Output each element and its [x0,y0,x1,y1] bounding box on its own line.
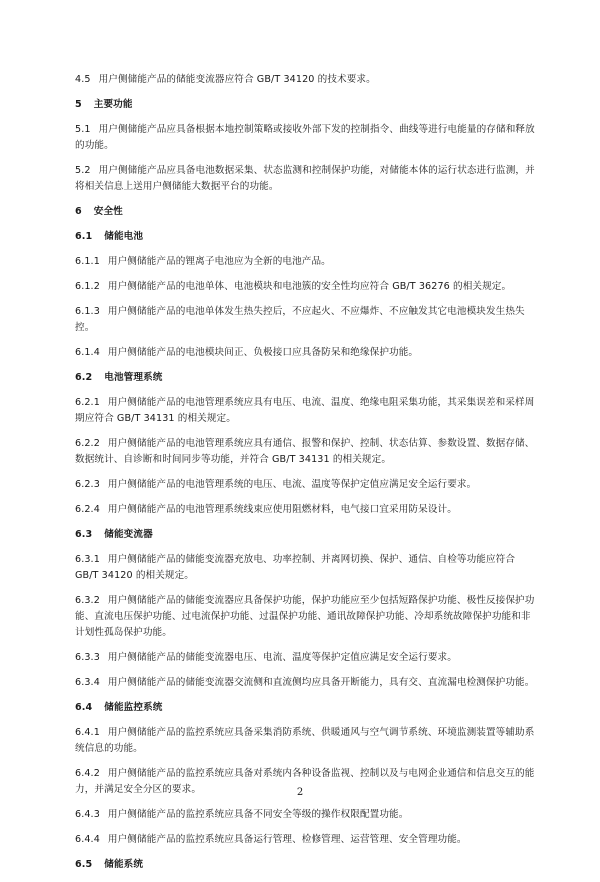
clause-text: 用户侧储能产品的储能变流器应符合 GB/T 34120 的技术要求。 [98,74,376,85]
clause-text: 用户侧储能产品的储能变流器电压、电流、温度等保护定值应满足安全运行要求。 [107,652,457,663]
clause-text: 用户侧储能产品的监控系统应具备不同安全等级的操作权限配置功能。 [107,809,409,820]
section-heading [75,370,537,386]
clause-paragraph [75,163,537,195]
clause-number: 6.1.1 [75,256,100,267]
clause-number: 6.4.2 [75,768,100,779]
clause-text: 用户侧储能产品的电池单体发生热失控后，不应起火、不应爆炸、不应触发其它电池模块发生热失控。 [75,306,525,333]
clause-number: 6.1.4 [75,347,100,358]
clause-paragraph [75,502,537,518]
clause-text: 用户侧储能产品的监控系统应具备对系统内各种设备监视、控制以及与电网企业通信和信息交互的能力，并满足安全分区的要求。 [75,768,535,795]
section-heading [75,229,537,245]
clause-number: 6.3.4 [75,677,100,688]
clause-paragraph [75,650,537,666]
clause-number: 6.3.2 [75,595,100,606]
clause-paragraph [75,345,537,361]
clause-text: 安全性 [93,206,123,217]
clause-paragraph [75,72,537,88]
clause-text: 用户侧储能产品的监控系统应具备采集消防系统、供暖通风与空气调节系统、环境监测装置等辅助系统信息的功能。 [75,727,535,754]
clause-number: 6.4.4 [75,834,100,845]
clause-number: 6.1 [75,231,93,242]
clause-number: 6 [75,206,82,217]
clause-text: 主要功能 [93,99,133,110]
clause-number: 6.1.2 [75,281,100,292]
clause-number: 6.2.1 [75,397,100,408]
clause-number: 6.2.2 [75,438,100,449]
clause-paragraph [75,593,537,641]
clause-text: 用户侧储能产品的储能变流器交流侧和直流侧均应具备开断能力，具有交、直流漏电检测保护功能。 [107,677,535,688]
page-number: 2 [296,787,304,798]
section-heading [75,97,537,113]
clause-paragraph [75,122,537,154]
clause-text: 用户侧储能产品的电池模块间正、负极接口应具备防呆和绝缘保护功能。 [107,347,419,358]
clause-number: 6.2.4 [75,504,100,515]
clause-text: 用户侧储能产品的储能变流器充放电、功率控制、并离网切换、保护、通信、自检等功能应符合 GB/T 34120 的相关规定。 [75,554,516,581]
clause-paragraph [75,254,537,270]
clause-number: 4.5 [75,74,91,85]
clause-text: 储能电池 [104,231,144,242]
clause-paragraph [75,395,537,427]
clause-number: 6.2.3 [75,479,100,490]
clause-paragraph [75,832,537,848]
clause-number: 6.5 [75,859,93,870]
clause-text: 用户侧储能产品的电池管理系统线束应使用阻燃材料，电气接口宜采用防呆设计。 [107,504,457,515]
clause-paragraph [75,807,537,823]
clause-number: 6.3 [75,529,93,540]
clause-number: 5 [75,99,82,110]
clause-text: 用户侧储能产品的电池单体、电池模块和电池簇的安全性均应符合 GB/T 36276 的相关规定。 [107,281,512,292]
clause-text: 储能监控系统 [104,702,163,713]
clause-paragraph [75,725,537,757]
clause-text: 用户侧储能产品的电池管理系统应具有通信、报警和保护、控制、状态估算、参数设置、数据存储、数据统计、自诊断和时间同步等功能，并符合 GB/T 34131 的相关规定。 [75,438,535,465]
clause-text: 用户侧储能产品的电池管理系统应具有电压、电流、温度、绝缘电阻采集功能，其采集误差和采样周期应符合 GB/T 34131 的相关规定。 [75,397,535,424]
clause-number: 6.2 [75,372,93,383]
clause-number: 6.3.1 [75,554,100,565]
clause-number: 6.4.1 [75,727,100,738]
clause-paragraph [75,436,537,468]
clause-text: 用户侧储能产品应具备根据本地控制策略或接收外部下发的控制指令、曲线等进行电能量的存储和释放的功能。 [75,124,535,151]
clause-text: 用户侧储能产品的储能变流器应具备保护功能，保护功能应至少包括短路保护功能、极性反接保护功能、直流电压保护功能、过电流保护功能、过温保护功能、通讯故障保护功能、冷却系统故障保护功能和非计划性孤岛保护功能。 [75,595,535,638]
clause-paragraph [75,477,537,493]
clause-number: 6.1.3 [75,306,100,317]
clause-text: 用户侧储能产品的电池管理系统的电压、电流、温度等保护定值应满足安全运行要求。 [107,479,477,490]
section-heading [75,700,537,716]
clause-number: 6.4.3 [75,809,100,820]
section-heading [75,527,537,543]
clause-text: 用户侧储能产品的锂离子电池应为全新的电池产品。 [107,256,331,267]
clause-paragraph [75,552,537,584]
clause-number: 5.2 [75,165,91,176]
section-heading [75,857,537,873]
document-body [75,72,537,882]
clause-text: 储能系统 [104,859,144,870]
clause-paragraph [75,304,537,336]
clause-number: 5.1 [75,124,91,135]
clause-number: 6.3.3 [75,652,100,663]
clause-number: 6.4 [75,702,93,713]
clause-paragraph [75,279,537,295]
clause-text: 用户侧储能产品的监控系统应具备运行管理、检修管理、运营管理、安全管理功能。 [107,834,467,845]
section-heading [75,204,537,220]
clause-text: 用户侧储能产品应具备电池数据采集、状态监测和控制保护功能，对储能本体的运行状态进行监测，并将相关信息上送用户侧储能大数据平台的功能。 [75,165,535,192]
clause-paragraph [75,675,537,691]
clause-text: 储能变流器 [104,529,153,540]
clause-text: 电池管理系统 [104,372,163,383]
